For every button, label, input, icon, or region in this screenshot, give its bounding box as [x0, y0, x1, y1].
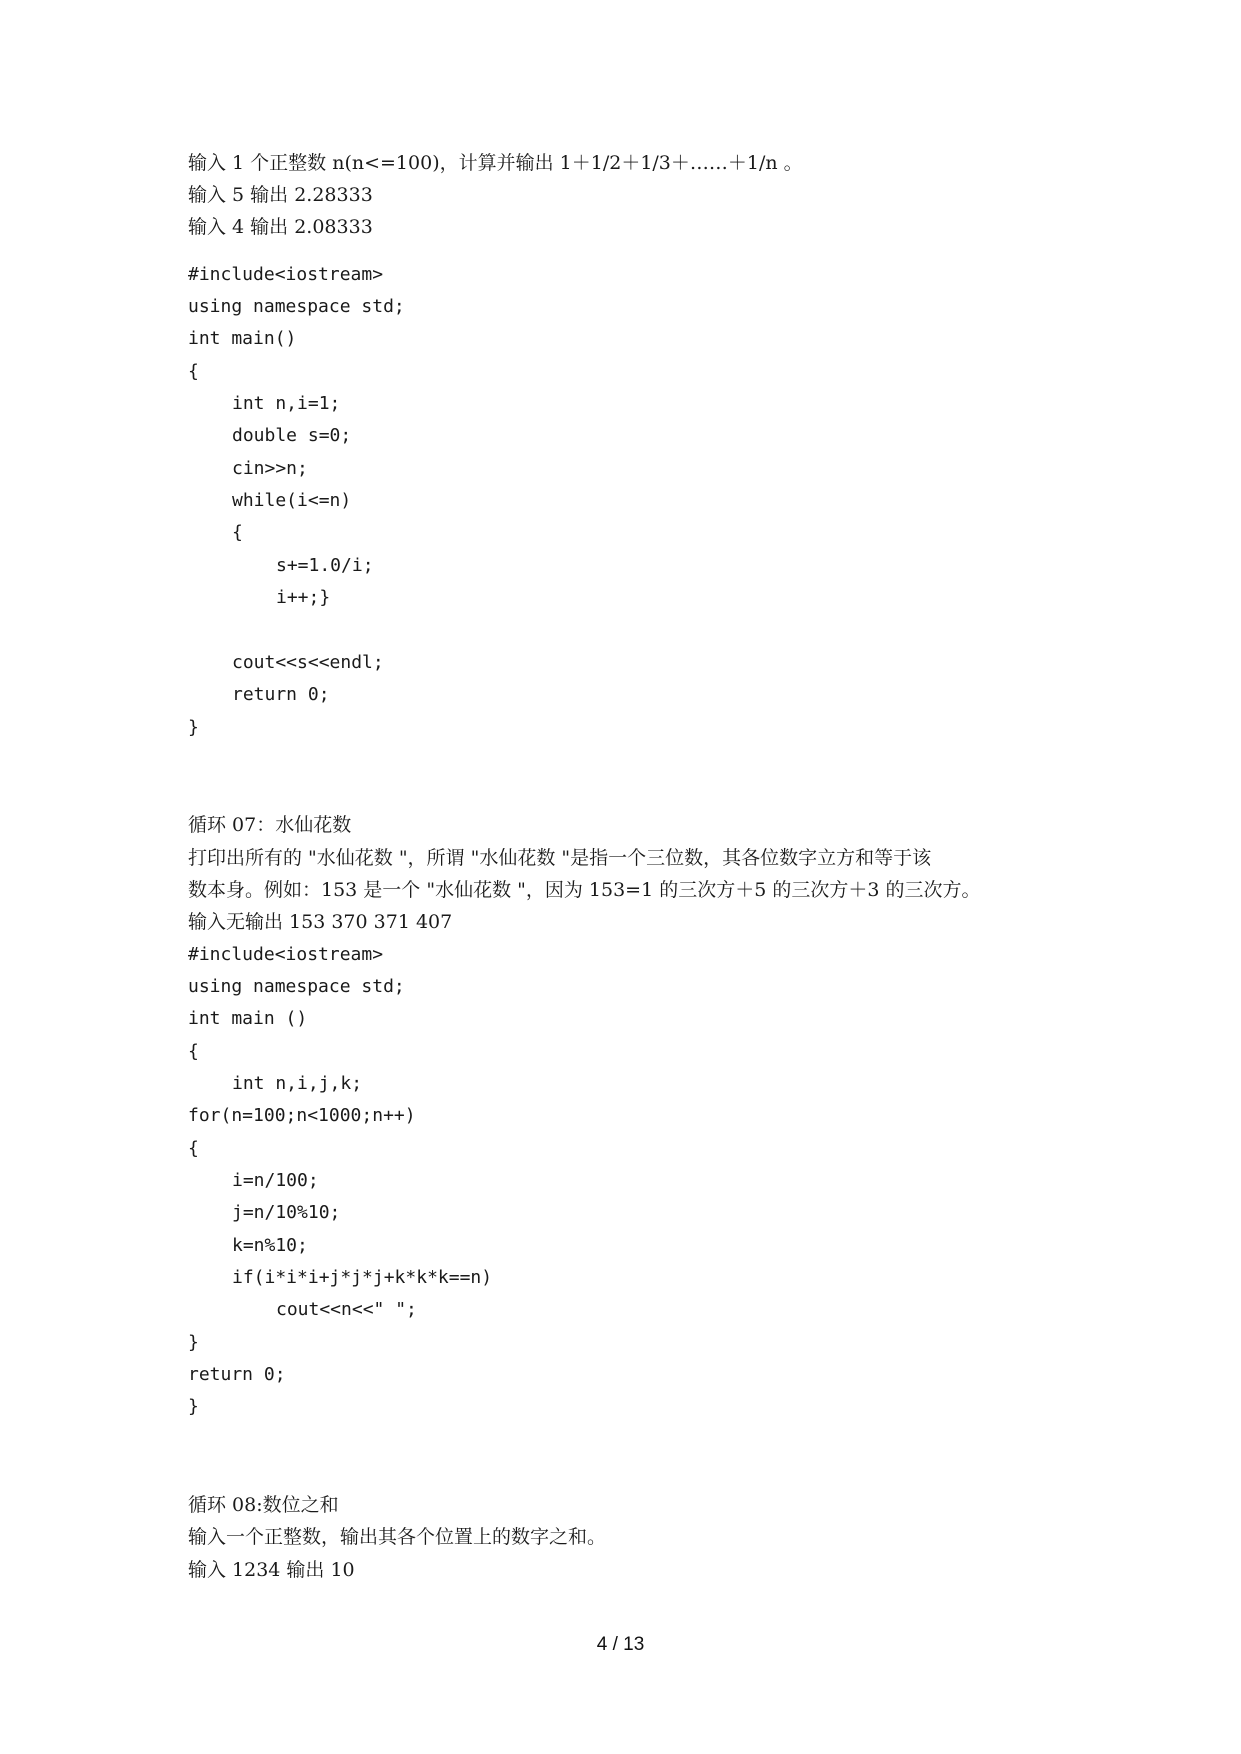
code-line: using namespace std;	[188, 976, 405, 997]
code-line: k=n%10;	[232, 1235, 308, 1256]
code-line: }	[188, 1332, 199, 1353]
code-line: cout<<n<<" ";	[276, 1299, 417, 1320]
problem-description: 输入一个正整数，输出其各个位置上的数字之和。	[188, 1526, 607, 1548]
code-line: #include<iostream>	[188, 944, 384, 965]
code-line: return 0;	[232, 684, 330, 705]
code-line: {	[188, 1138, 199, 1159]
problem-description: 输入 1 个正整数 n(n<=100)，计算并输出 1＋1/2＋1/3＋……＋1/n 。	[188, 152, 803, 174]
section-title: 循环 07：水仙花数	[188, 814, 352, 836]
code-line: i++;}	[276, 587, 331, 608]
example-line: 输入 4 输出 2.08333	[188, 216, 373, 238]
code-line: int main ()	[188, 1008, 308, 1029]
code-line: {	[188, 1041, 199, 1062]
example-line: 输入无输出 153 370 371 407	[188, 911, 453, 933]
code-line: j=n/10%10;	[232, 1202, 341, 1223]
code-line: cout<<s<<endl;	[232, 652, 384, 673]
code-line: for(n=100;n<1000;n++)	[188, 1105, 416, 1126]
code-line: #include<iostream>	[188, 264, 384, 285]
problem-description: 打印出所有的 "水仙花数 "，所谓 "水仙花数 "是指一个三位数，其各位数字立方和等于该	[188, 847, 932, 869]
code-line: int main()	[188, 328, 297, 349]
code-line: {	[232, 522, 243, 543]
code-line: i=n/100;	[232, 1170, 319, 1191]
code-line: }	[188, 1396, 199, 1417]
code-line: int n,i,j,k;	[232, 1073, 363, 1094]
section-title: 循环 08:数位之和	[188, 1494, 339, 1516]
problem-description: 数本身。例如：153 是一个 "水仙花数 "，因为 153=1 的三次方＋5 的三次方＋3 的三次方。	[188, 879, 981, 901]
code-line: while(i<=n)	[232, 490, 352, 511]
code-line: {	[188, 361, 199, 382]
code-line: s+=1.0/i;	[276, 555, 374, 576]
code-line: int n,i=1;	[232, 393, 341, 414]
example-line: 输入 5 输出 2.28333	[188, 184, 373, 206]
example-line: 输入 1234 输出 10	[188, 1559, 355, 1581]
code-line: double s=0;	[232, 425, 352, 446]
code-line: if(i*i*i+j*j*j+k*k*k==n)	[232, 1267, 493, 1288]
page-number: 4 / 13	[596, 1634, 645, 1655]
code-line: return 0;	[188, 1364, 286, 1385]
code-line: cin>>n;	[232, 458, 308, 479]
code-line: }	[188, 717, 199, 738]
code-line: using namespace std;	[188, 296, 405, 317]
